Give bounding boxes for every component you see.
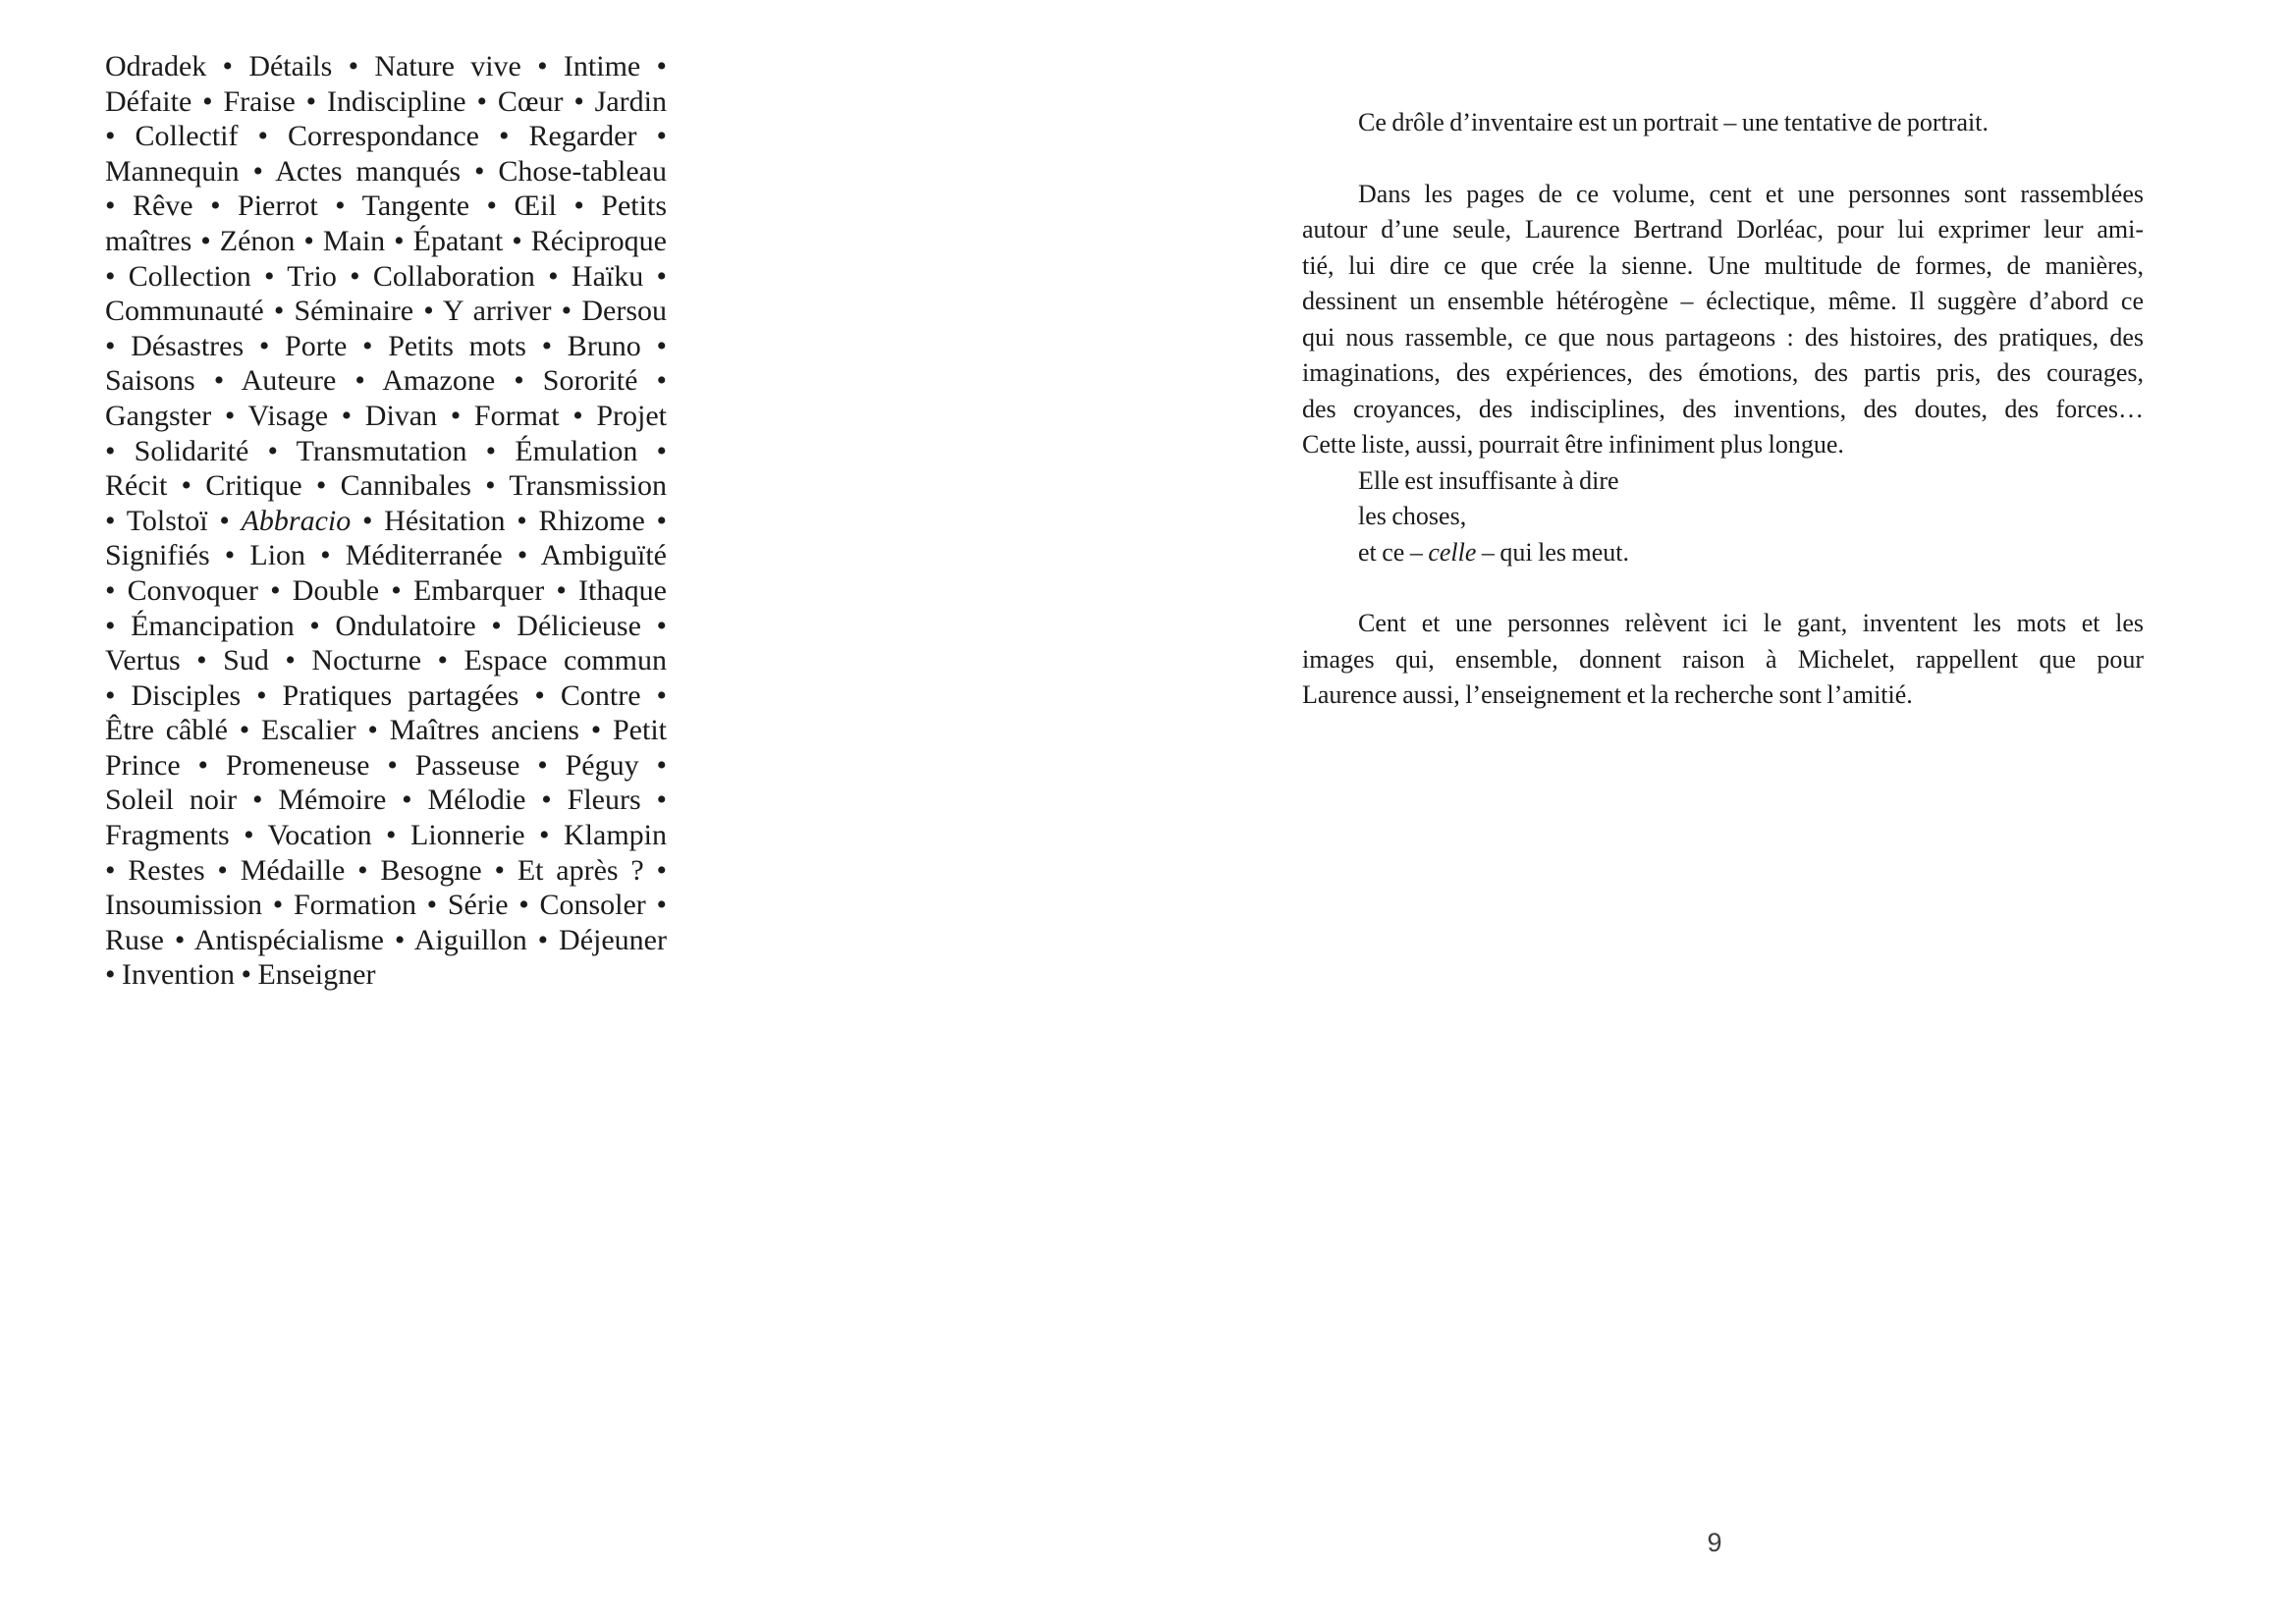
- text-segment: • Hésitation • Rhizome •: [351, 504, 667, 537]
- text-segment: qui nous rassemble, ce que nous partageons : des histoires, des pratiques, des: [1302, 322, 2144, 352]
- text-segment: Être câblé • Escalier • Maîtres anciens • Petit: [105, 714, 667, 747]
- paragraph: [1302, 105, 2144, 141]
- text-segment: Vertus • Sud • Nocturne • Espace commun: [105, 644, 667, 677]
- essay-line: [1302, 642, 2144, 678]
- word-list-line: [105, 189, 667, 224]
- text-segment: les choses,: [1358, 502, 1467, 530]
- text-segment: maîtres • Zénon • Main • Épatant • Réciproque: [105, 224, 667, 257]
- text-segment: Cent et une personnes relèvent ici le gant, inventent les mots et les: [1358, 609, 2144, 637]
- text-segment: Communauté • Séminaire • Y arriver • Dersou: [105, 295, 667, 328]
- text-segment: Odradek • Détails • Nature vive • Intime •: [105, 50, 667, 82]
- text-segment: • Collection • Trio • Collaboration • Haïku •: [105, 259, 667, 293]
- essay-line: [1302, 535, 2144, 571]
- text-segment: Insoumission • Formation • Série • Consoler •: [105, 889, 667, 922]
- essay-line: [1302, 463, 2144, 500]
- word-list-line: [105, 818, 667, 853]
- text-segment: images qui, ensemble, donnent raison à Michelet, rappellent que pour: [1302, 644, 2144, 674]
- word-list-line: [105, 399, 667, 434]
- essay-line: [1302, 177, 2144, 213]
- paragraph: [1302, 606, 2144, 714]
- word-list-line: [105, 294, 667, 329]
- essay-line: [1302, 320, 2144, 356]
- word-list-line: [105, 224, 667, 259]
- italic-text: Abbracio: [241, 504, 352, 537]
- text-segment: • Convoquer • Double • Embarquer • Ithaque: [105, 573, 667, 607]
- text-segment: des croyances, des indisciplines, des inventions, des doutes, des forces…: [1302, 394, 2144, 423]
- word-list-line: [105, 49, 667, 84]
- right-page-essay: [1302, 105, 2144, 714]
- word-list-line: [105, 154, 667, 189]
- text-segment: Laurence aussi, l’enseignement et la recherche sont l’amitié.: [1302, 680, 1913, 709]
- word-list-line: [105, 504, 667, 539]
- word-list-line: [105, 363, 667, 399]
- word-list-line: [105, 888, 667, 923]
- text-segment: Dans les pages de ce volume, cent et une personnes sont rassemblées: [1358, 179, 2144, 208]
- essay-line: [1302, 248, 2144, 285]
- text-segment: Saisons • Auteure • Amazone • Sororité •: [105, 364, 667, 398]
- text-segment: imaginations, des expériences, des émotions, des partis pris, des courages,: [1302, 358, 2144, 387]
- text-segment: Signifiés • Lion • Méditerranée • Ambiguïté: [105, 539, 667, 572]
- essay-line: [1302, 105, 2144, 141]
- essay-line: [1302, 677, 2144, 714]
- word-list-line: [105, 259, 667, 295]
- word-list-line: [105, 678, 667, 714]
- word-list-line: [105, 853, 667, 889]
- word-list-line: [105, 119, 667, 154]
- essay-line: [1302, 212, 2144, 248]
- text-segment: Cette liste, aussi, pourrait être infiniment plus longue.: [1302, 430, 1844, 459]
- text-segment: • Disciples • Pratiques partagées • Contre •: [105, 678, 667, 712]
- paragraph: [1302, 177, 2144, 571]
- text-segment: Ruse • Antispécialisme • Aiguillon • Déjeuner: [105, 923, 667, 956]
- essay-line: [1302, 284, 2144, 320]
- text-segment: Elle est insuffisante à dire: [1358, 465, 1619, 495]
- essay-line: [1302, 606, 2144, 642]
- left-page-word-list: [105, 49, 667, 993]
- text-segment: • Rêve • Pierrot • Tangente • Œil • Petits: [105, 189, 667, 223]
- text-segment: • Désastres • Porte • Petits mots • Bruno •: [105, 329, 667, 362]
- word-list-line: [105, 573, 667, 609]
- text-segment: Mannequin • Actes manqués • Chose-tableau: [105, 154, 667, 188]
- text-segment: dessinent un ensemble hétérogène – éclectique, même. Il suggère d’abord ce: [1302, 287, 2144, 315]
- text-segment: Ce drôle d’inventaire est un portrait – une tentative de portrait.: [1358, 108, 1989, 136]
- text-segment: • Émancipation • Ondulatoire • Délicieuse •: [105, 609, 667, 642]
- text-segment: Prince • Promeneuse • Passeuse • Péguy •: [105, 748, 667, 782]
- text-segment: • Restes • Médaille • Besogne • Et après ? •: [105, 853, 667, 887]
- word-list-line: [105, 468, 667, 504]
- text-segment: • Solidarité • Transmutation • Émulation •: [105, 434, 667, 467]
- word-list-line: [105, 538, 667, 573]
- word-list-line: [105, 609, 667, 644]
- text-segment: – qui les meut.: [1476, 537, 1630, 567]
- essay-line: [1302, 355, 2144, 392]
- text-segment: Soleil noir • Mémoire • Mélodie • Fleurs •: [105, 784, 667, 817]
- text-segment: • Invention • Enseigner: [105, 958, 376, 992]
- italic-text: celle: [1428, 537, 1477, 567]
- text-segment: • Collectif • Correspondance • Regarder •: [105, 120, 667, 153]
- essay-line: [1302, 427, 2144, 463]
- text-segment: Fragments • Vocation • Lionnerie • Klampin: [105, 819, 667, 852]
- text-segment: autour d’une seule, Laurence Bertrand Dorléac, pour lui exprimer leur ami-: [1302, 215, 2144, 244]
- text-segment: Gangster • Visage • Divan • Format • Projet: [105, 399, 667, 432]
- essay-line: [1302, 392, 2144, 428]
- word-list-line: [105, 957, 667, 993]
- word-list-line: [105, 713, 667, 748]
- text-segment: tié, lui dire ce que crée la sienne. Une multitude de formes, de manières,: [1302, 250, 2144, 280]
- text-segment: Défaite • Fraise • Indiscipline • Cœur • Jardin: [105, 84, 667, 118]
- word-list-line: [105, 329, 667, 364]
- text-segment: • Tolstoï •: [105, 504, 242, 537]
- word-list-line: [105, 434, 667, 469]
- word-list-line: [105, 748, 667, 784]
- word-list-line: [105, 84, 667, 120]
- word-list-line: [105, 923, 667, 958]
- word-list-line: [105, 643, 667, 678]
- word-list-line: [105, 783, 667, 818]
- text-segment: Récit • Critique • Cannibales • Transmission: [105, 469, 667, 503]
- page-number: 9: [1707, 1528, 1722, 1557]
- text-segment: et ce –: [1358, 537, 1429, 567]
- essay-line: [1302, 499, 2144, 535]
